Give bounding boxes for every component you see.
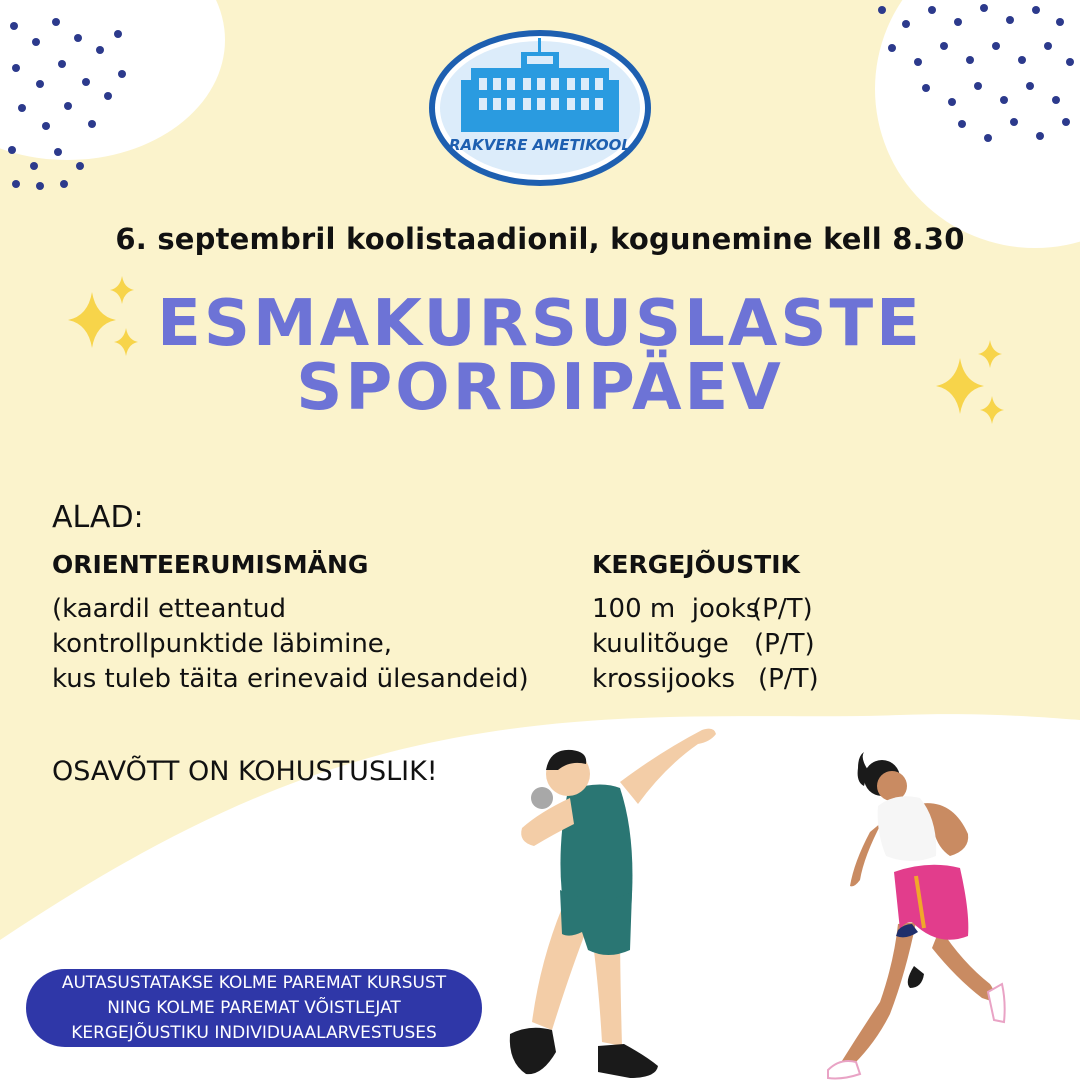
- award-line: NING KOLME PAREMAT VÕISTLEJAT: [107, 997, 401, 1018]
- orienteering-description: [52, 592, 529, 697]
- athletics-event: [592, 592, 819, 627]
- logo-text: RAKVERE AMETIKOOL: [449, 136, 631, 154]
- athletics-title: KERGEJÕUSTIK: [592, 550, 800, 579]
- orienteering-desc-line: kus tuleb täita erinevaid ülesandeid): [52, 664, 529, 694]
- event-name: krossijooks: [592, 664, 736, 694]
- athletics-event-list: [592, 592, 819, 697]
- disciplines-heading: ALAD:: [52, 500, 144, 535]
- orienteering-title: ORIENTEERUMISMÄNG: [52, 550, 369, 579]
- event-note: (P/T): [754, 629, 815, 659]
- runner-illustration: [820, 752, 1020, 1080]
- event-note: (P/T): [752, 594, 813, 624]
- award-line: AUTASUSTATAKSE KOLME PAREMAT KURSUST: [61, 972, 447, 993]
- award-info-box: [26, 969, 482, 1047]
- athletics-event: [592, 627, 819, 662]
- title-line-1: ESMAKURSUSLASTE: [157, 287, 923, 361]
- orienteering-desc-line: kontrollpunktide läbimine,: [52, 629, 393, 659]
- event-name: 100 m jooks: [592, 594, 760, 624]
- event-name: kuulitõuge: [592, 629, 729, 659]
- event-title: [0, 287, 1080, 425]
- school-logo: [427, 28, 653, 188]
- athletics-event: [592, 662, 819, 697]
- mandatory-note: OSAVÕTT ON KOHUSTUSLIK!: [52, 756, 438, 787]
- orienteering-desc-line: (kaardil etteantud: [52, 594, 287, 624]
- event-date-location: 6. septembril koolistaadionil, kogunemine kell 8.30: [115, 222, 965, 256]
- shot-put-athlete-illustration: [470, 712, 730, 1080]
- award-line: KERGEJÕUSTIKU INDIVIDUAALARVESTUSES: [71, 1022, 437, 1043]
- event-note: (P/T): [758, 664, 819, 694]
- title-line-2: SPORDIPÄEV: [296, 351, 784, 425]
